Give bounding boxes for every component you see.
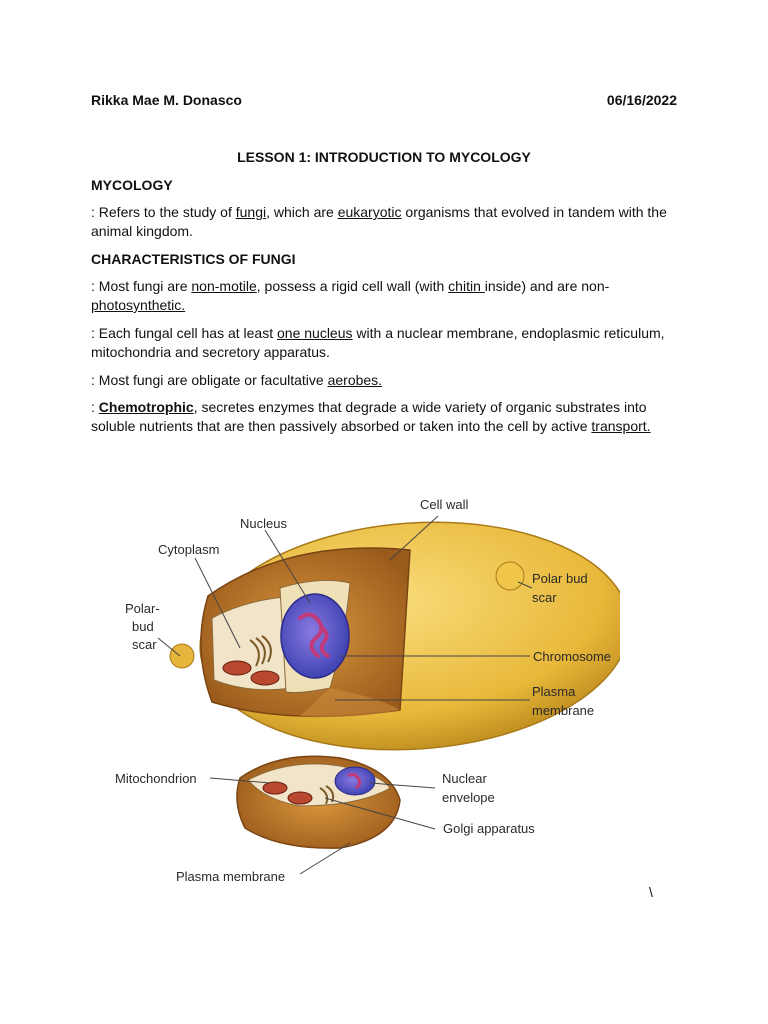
stray-backslash-mark: \ bbox=[649, 884, 653, 900]
paragraph-mycology-definition: : Refers to the study of fungi, which are eukaryotic organisms that evolved in tandem with the animal kingdom. bbox=[91, 204, 667, 239]
label-chromosome: Chromosome bbox=[533, 649, 612, 664]
label-polar-bud-scar-left-3: scar bbox=[132, 637, 157, 652]
fungal-cell-diagram bbox=[100, 488, 620, 888]
label-polar-bud-scar-left-2: bud bbox=[132, 619, 154, 634]
label-polar-bud-scar-right-1: Polar bud bbox=[532, 571, 588, 586]
paragraph-characteristics-4: : Chemotrophic, secretes enzymes that degrade a wide variety of organic substrates into soluble nutrients that are then passively absorbed or taken into the cell by active transport. bbox=[91, 399, 651, 434]
label-plasma-membrane-1: Plasma bbox=[532, 684, 576, 699]
label-nuclear-envelope-1: Nuclear bbox=[442, 771, 487, 786]
label-golgi-apparatus: Golgi apparatus bbox=[443, 821, 535, 836]
label-polar-bud-scar-left-1: Polar- bbox=[125, 601, 160, 616]
daughter-cell bbox=[237, 756, 400, 848]
lesson-title: LESSON 1: INTRODUCTION TO MYCOLOGY bbox=[237, 149, 531, 165]
label-nucleus: Nucleus bbox=[240, 516, 287, 531]
paragraph-characteristics-1: : Most fungi are non-motile, possess a rigid cell wall (with chitin inside) and are non-photosynthetic. bbox=[91, 278, 610, 313]
paragraph-characteristics-3: : Most fungi are obligate or facultative aerobes. bbox=[91, 372, 383, 388]
term-chitin: chitin bbox=[448, 278, 485, 294]
term-eukaryotic: eukaryotic bbox=[337, 204, 402, 220]
label-nuclear-envelope-2: envelope bbox=[442, 790, 495, 805]
label-mitochondrion: Mitochondrion bbox=[115, 771, 197, 786]
label-polar-bud-scar-right-2: scar bbox=[532, 590, 557, 605]
term-one-nucleus: one nucleus bbox=[277, 325, 353, 341]
paragraph-characteristics-2: : Each fungal cell has at least one nucleus with a nuclear membrane, endoplasmic reticulum, mitochondria and secretory apparatus. bbox=[91, 325, 665, 360]
term-non-motile: non-motile bbox=[191, 278, 257, 294]
label-plasma-membrane-bottom: Plasma membrane bbox=[176, 869, 286, 884]
document-date: 06/16/2022 bbox=[606, 92, 677, 108]
large-cell bbox=[170, 508, 620, 763]
author-name: Rikka Mae M. Donasco bbox=[91, 92, 242, 108]
label-plasma-membrane-2: membrane bbox=[532, 703, 595, 718]
section-heading-characteristics: CHARACTERISTICS OF FUNGI bbox=[91, 251, 296, 267]
document-header bbox=[91, 92, 677, 108]
term-transport: transport. bbox=[591, 418, 651, 434]
term-chemotrophic: Chemotrophic bbox=[98, 399, 194, 415]
label-cell-wall: Cell wall bbox=[420, 497, 469, 512]
term-aerobes: aerobes. bbox=[327, 372, 383, 388]
term-photosynthetic: photosynthetic. bbox=[91, 297, 186, 313]
section-heading-mycology: MYCOLOGY bbox=[91, 177, 173, 193]
term-fungi: fungi bbox=[235, 204, 267, 220]
label-cytoplasm: Cytoplasm bbox=[158, 542, 220, 557]
